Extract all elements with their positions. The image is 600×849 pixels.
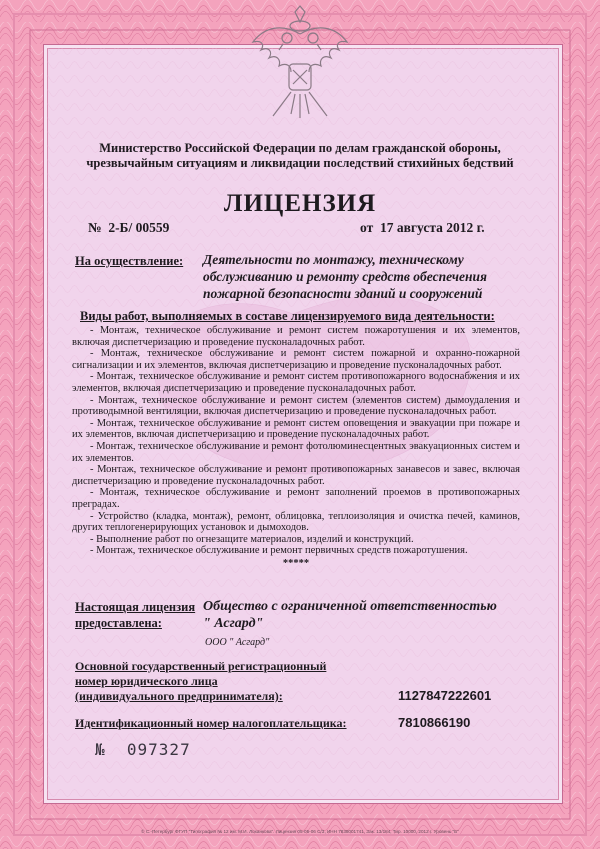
blank-serial-number: № 097327 [95, 740, 191, 759]
holder-label-2: предоставлена: [75, 616, 162, 630]
list-item: - Монтаж, техническое обслуживание и ремонт систем оповещения и эвакуации при пожаре и их элементов, включая диспетчеризацию и проведение пусконаладочных работ. [72, 417, 520, 441]
works-list [72, 325, 520, 569]
list-item: - Монтаж, техническое обслуживание и ремонт систем пожарной и охранно-пожарной сигнализации и их элементов, включая диспетчеризацию и проведение пусконаладочных работ. [72, 348, 520, 371]
printer-imprint: © С.-Петербург ФГУП "Типография № 12 им. М.И. Лоханкова". Лицензия 05-05-06 С/З, ИНН 7838001741, Зак. 13/184, Тир. 10000, 2012 г. Уровень "Б" [141, 829, 459, 834]
separator: ***** [282, 557, 310, 569]
ministry-line-1: Министерство Российской Федерации по делам гражданской обороны, [99, 141, 501, 155]
list-item: - Монтаж, техническое обслуживание и ремонт противопожарных занавесов и завес, включая диспетчеризацию и проведение пусконаладочных работ. [72, 464, 520, 487]
list-item: - Монтаж, техническое обслуживание и ремонт систем пожаротушения и их элементов, включая диспетчеризацию и проведение пусконаладочных работ. [72, 325, 520, 348]
holder-name-line-1: Общество с ограниченной ответственностью [203, 599, 497, 614]
list-item: - Монтаж, техническое обслуживание и ремонт систем (элементов систем) дымоудаления и противодымной вентиляции, включая диспетчеризацию и проведение пусконаладочных работ. [72, 394, 520, 418]
list-item: - Монтаж, техническое обслуживание и ремонт первичных средств пожаротушения. [90, 545, 468, 557]
purpose-line-1: Деятельности по монтажу, техническому [203, 252, 464, 267]
list-item: - Выполнение работ по огнезащите материалов, изделий и конструкций. [90, 533, 414, 545]
purpose-line-3: пожарной безопасности зданий и сооружений [203, 286, 483, 301]
ogrn-label-1: Основной государственный регистрационный [75, 659, 327, 673]
license-date: от 17 августа 2012 г. [360, 220, 485, 235]
purpose-label: На осуществление: [75, 254, 184, 268]
ministry-line-2: чрезвычайным ситуациям и ликвидации последствий стихийных бедствий [86, 156, 514, 170]
holder-short-name: ООО " Асгард" [205, 637, 270, 648]
list-item: - Устройство (кладка, монтаж), ремонт, облицовка, теплоизоляция и очистка печей, каминов, других теплогенерирующих установок и дымоходов. [72, 510, 520, 534]
list-item: - Монтаж, техническое обслуживание и ремонт фотолюминесцентных эвакуационных систем и их элементов. [72, 440, 520, 464]
holder-name-line-2: " Асгард" [203, 616, 264, 631]
ogrn-value: 1127847222601 [398, 688, 492, 703]
license-number: № 2-Б/ 00559 [88, 220, 170, 235]
ogrn-label-2: номер юридического лица [75, 674, 218, 688]
document-title: ЛИЦЕНЗИЯ [223, 190, 377, 217]
purpose-line-2: обслуживанию и ремонту средств обеспечения [203, 269, 487, 284]
list-item: - Монтаж, техническое обслуживание и ремонт заполнений проемов в противопожарных преградах. [72, 487, 520, 510]
inn-value: 7810866190 [398, 715, 471, 730]
holder-label-1: Настоящая лицензия [75, 600, 196, 614]
works-heading: Виды работ, выполняемых в составе лицензируемого вида деятельности: [80, 309, 495, 323]
double-headed-eagle-emblem [243, 4, 357, 128]
inn-label: Идентификационный номер налогоплательщика: [75, 716, 347, 730]
list-item: - Монтаж, техническое обслуживание и ремонт систем противопожарного водоснабжения и их элементов, включая диспетчеризацию и проведение пусконаладочных работ. [72, 371, 520, 394]
ogrn-label-3: (индивидуального предпринимателя): [75, 689, 283, 703]
